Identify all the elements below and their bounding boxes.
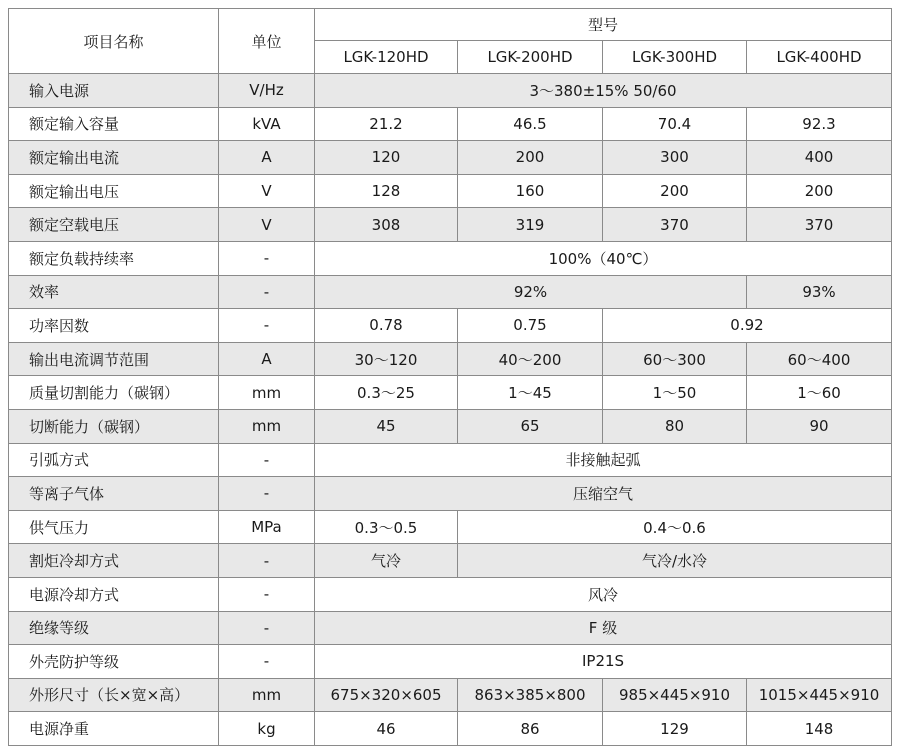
row-value: 1～45 — [458, 376, 603, 410]
table-row — [9, 544, 892, 578]
row-value: 308 — [315, 208, 458, 242]
row-value: 40～200 — [458, 342, 603, 376]
row-value: 1～60 — [747, 376, 892, 410]
table-row — [9, 409, 892, 443]
row-item-name: 引弧方式 — [9, 443, 219, 477]
table-row — [9, 174, 892, 208]
row-item-name: 外壳防护等级 — [9, 645, 219, 679]
row-value: 30～120 — [315, 342, 458, 376]
row-value: 0.78 — [315, 309, 458, 343]
row-item-name: 功率因数 — [9, 309, 219, 343]
row-value: 92.3 — [747, 107, 892, 141]
row-value: 风冷 — [315, 577, 892, 611]
row-value: 65 — [458, 409, 603, 443]
table-row — [9, 443, 892, 477]
row-unit: - — [219, 611, 315, 645]
row-item-name: 割炬冷却方式 — [9, 544, 219, 578]
row-value: 1～50 — [603, 376, 747, 410]
row-value: 319 — [458, 208, 603, 242]
row-value: 0.4～0.6 — [458, 510, 892, 544]
row-value: IP21S — [315, 645, 892, 679]
row-value: 80 — [603, 409, 747, 443]
header-model: 型号 — [315, 9, 892, 41]
row-value: 45 — [315, 409, 458, 443]
row-unit: - — [219, 309, 315, 343]
row-unit: kg — [219, 712, 315, 746]
table-row — [9, 241, 892, 275]
row-value: 1015×445×910 — [747, 678, 892, 712]
row-unit: mm — [219, 409, 315, 443]
header-model-name: LGK-200HD — [458, 41, 603, 74]
spec-table — [8, 8, 892, 746]
row-item-name: 绝缘等级 — [9, 611, 219, 645]
table-row — [9, 376, 892, 410]
row-value: 46.5 — [458, 107, 603, 141]
row-value: 60～300 — [603, 342, 747, 376]
row-unit: A — [219, 342, 315, 376]
row-item-name: 外形尺寸（长×宽×高） — [9, 678, 219, 712]
row-item-name: 额定输出电流 — [9, 141, 219, 175]
row-value: 3～380±15% 50/60 — [315, 74, 892, 108]
row-item-name: 供气压力 — [9, 510, 219, 544]
row-value: 气冷/水冷 — [458, 544, 892, 578]
row-value: 200 — [747, 174, 892, 208]
row-unit: mm — [219, 678, 315, 712]
row-item-name: 等离子气体 — [9, 477, 219, 511]
row-item-name: 效率 — [9, 275, 219, 309]
row-item-name: 额定负载持续率 — [9, 241, 219, 275]
row-value: 985×445×910 — [603, 678, 747, 712]
row-unit: A — [219, 141, 315, 175]
row-item-name: 输入电源 — [9, 74, 219, 108]
row-value: 0.75 — [458, 309, 603, 343]
row-unit: - — [219, 241, 315, 275]
row-item-name: 额定空载电压 — [9, 208, 219, 242]
row-unit: - — [219, 544, 315, 578]
row-unit: mm — [219, 376, 315, 410]
row-value: 400 — [747, 141, 892, 175]
row-value: 46 — [315, 712, 458, 746]
row-value: 200 — [603, 174, 747, 208]
row-unit: - — [219, 477, 315, 511]
table-row — [9, 645, 892, 679]
row-value: 气冷 — [315, 544, 458, 578]
row-value: 129 — [603, 712, 747, 746]
header-model-name: LGK-400HD — [747, 41, 892, 74]
row-item-name: 电源净重 — [9, 712, 219, 746]
table-row — [9, 275, 892, 309]
row-item-name: 输出电流调节范围 — [9, 342, 219, 376]
row-value: 60～400 — [747, 342, 892, 376]
row-value: 120 — [315, 141, 458, 175]
header-row-top — [9, 9, 892, 41]
row-unit: V/Hz — [219, 74, 315, 108]
table-row — [9, 611, 892, 645]
row-value: 160 — [458, 174, 603, 208]
row-value: 0.3～25 — [315, 376, 458, 410]
row-unit: MPa — [219, 510, 315, 544]
table-row — [9, 712, 892, 746]
table-row — [9, 74, 892, 108]
row-value: 93% — [747, 275, 892, 309]
row-value: 370 — [603, 208, 747, 242]
row-value: 0.92 — [603, 309, 892, 343]
header-model-name: LGK-300HD — [603, 41, 747, 74]
row-unit: - — [219, 645, 315, 679]
table-row — [9, 342, 892, 376]
table-row — [9, 107, 892, 141]
table-row — [9, 577, 892, 611]
table-row — [9, 477, 892, 511]
row-item-name: 额定输出电压 — [9, 174, 219, 208]
row-value: 370 — [747, 208, 892, 242]
row-item-name: 额定输入容量 — [9, 107, 219, 141]
table-row — [9, 510, 892, 544]
row-value: 86 — [458, 712, 603, 746]
row-value: 92% — [315, 275, 747, 309]
row-unit: V — [219, 174, 315, 208]
header-model-name: LGK-120HD — [315, 41, 458, 74]
row-value: 70.4 — [603, 107, 747, 141]
row-value: 300 — [603, 141, 747, 175]
row-unit: - — [219, 443, 315, 477]
table-row — [9, 208, 892, 242]
row-unit: - — [219, 577, 315, 611]
row-value: 压缩空气 — [315, 477, 892, 511]
row-value: 0.3～0.5 — [315, 510, 458, 544]
header-unit: 单位 — [219, 9, 315, 74]
row-value: 148 — [747, 712, 892, 746]
table-row — [9, 141, 892, 175]
row-value: F 级 — [315, 611, 892, 645]
row-value: 675×320×605 — [315, 678, 458, 712]
row-value: 100%（40℃） — [315, 241, 892, 275]
table-body — [9, 9, 892, 746]
header-item-name: 项目名称 — [9, 9, 219, 74]
row-item-name: 电源冷却方式 — [9, 577, 219, 611]
row-unit: V — [219, 208, 315, 242]
row-value: 128 — [315, 174, 458, 208]
row-value: 非接触起弧 — [315, 443, 892, 477]
row-item-name: 切断能力（碳钢） — [9, 409, 219, 443]
row-value: 21.2 — [315, 107, 458, 141]
row-value: 200 — [458, 141, 603, 175]
row-value: 863×385×800 — [458, 678, 603, 712]
table-row — [9, 309, 892, 343]
row-value: 90 — [747, 409, 892, 443]
row-item-name: 质量切割能力（碳钢） — [9, 376, 219, 410]
row-unit: - — [219, 275, 315, 309]
row-unit: kVA — [219, 107, 315, 141]
table-row — [9, 678, 892, 712]
